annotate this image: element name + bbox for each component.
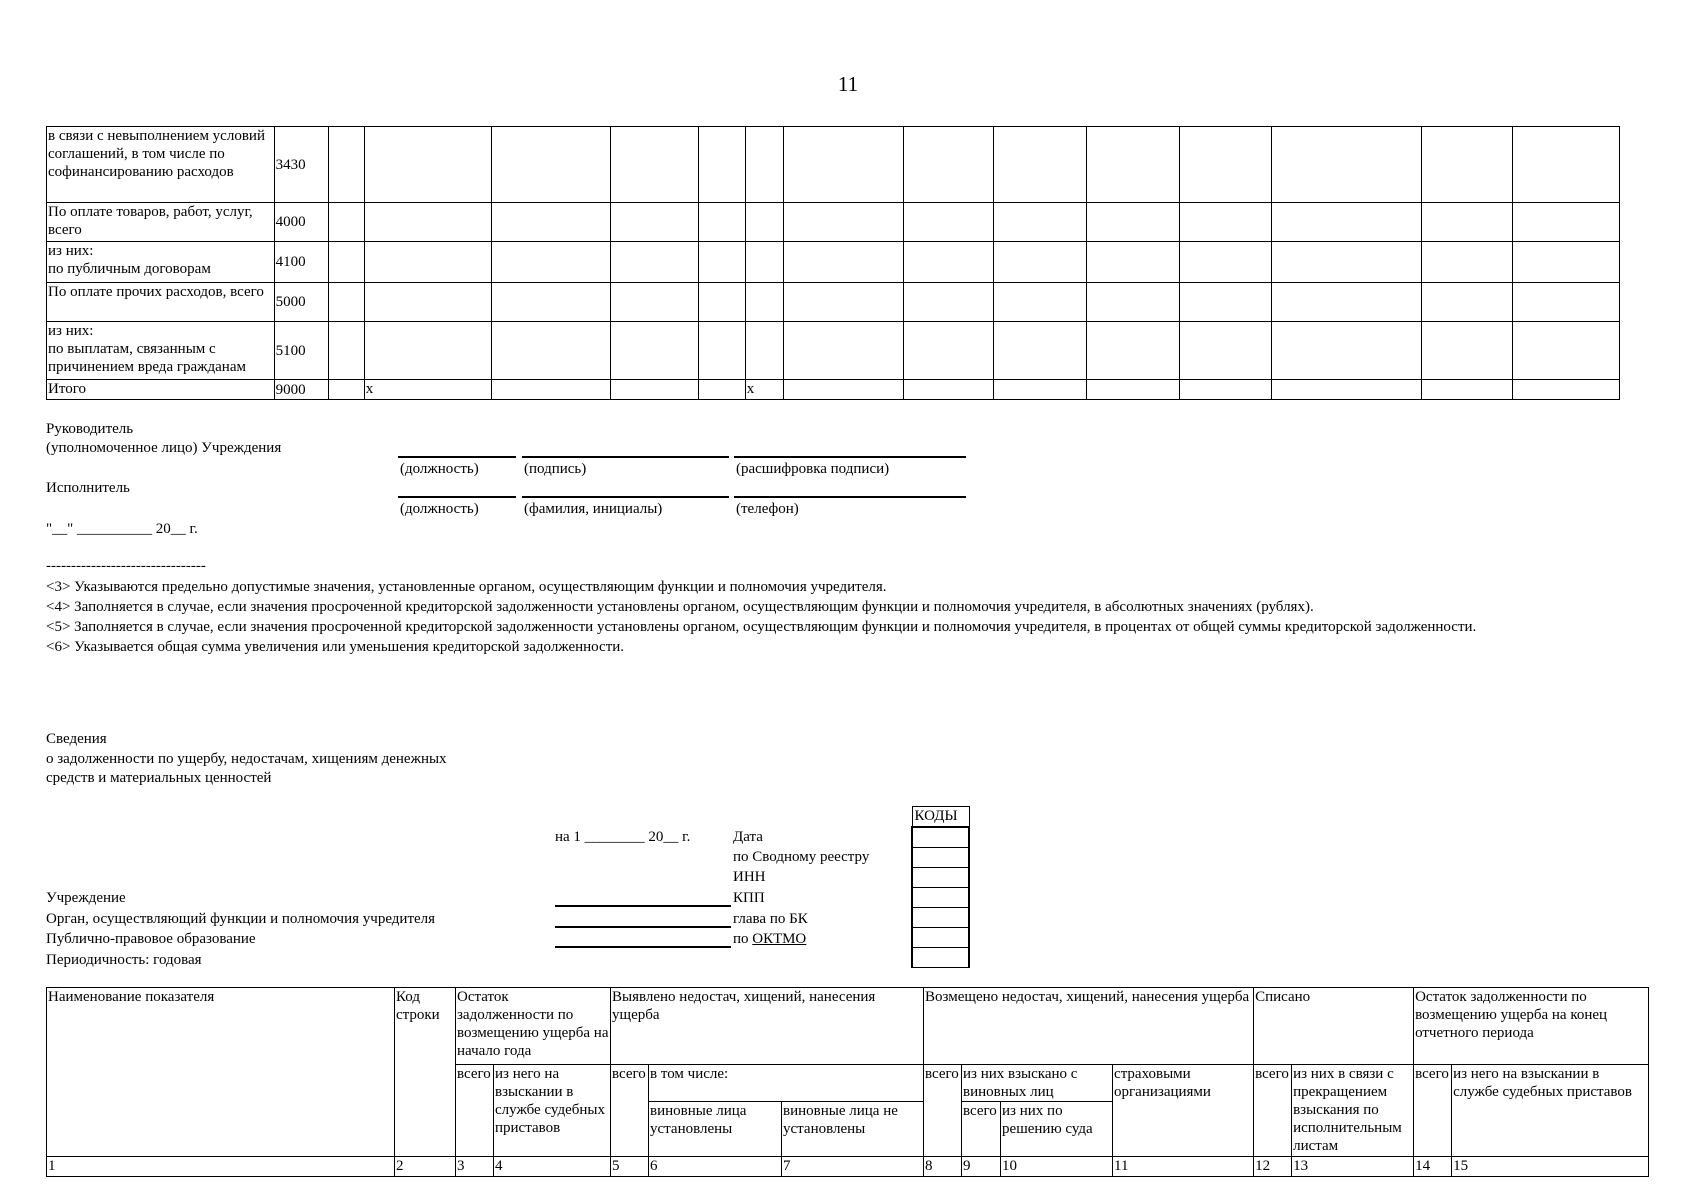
table-cell[interactable] [328,380,364,400]
table-cell[interactable] [1272,322,1422,380]
table-cell[interactable] [492,127,611,203]
column-number: 14 [1414,1157,1452,1177]
periodicity-label: Периодичность: годовая [46,952,202,968]
row-name: По оплате товаров, работ, услуг, всего [47,203,275,242]
table-cell[interactable] [783,203,903,242]
column-number: 15 [1452,1157,1649,1177]
hdr-name: Наименование показателя [47,988,395,1157]
signature-caption: (подпись) [524,461,587,477]
name-caption: (фамилия, инициалы) [524,501,663,517]
table-cell[interactable] [492,283,611,322]
cell-c3[interactable]: x [364,380,491,400]
code-registry-cell[interactable] [912,848,969,868]
column-number: 5 [611,1157,649,1177]
hdr-det-total: всего [611,1065,649,1157]
cell-c7[interactable] [745,127,783,203]
table-cell[interactable] [1512,242,1619,283]
cell-c3[interactable] [364,283,491,322]
code-inn-cell[interactable] [912,868,969,888]
table-cell[interactable] [904,380,994,400]
code-budget-cell[interactable] [912,908,969,928]
table-cell[interactable] [1422,380,1512,400]
table-cell[interactable] [994,283,1086,322]
table-cell[interactable] [904,127,994,203]
cell-c3[interactable] [364,322,491,380]
hdr-bal-bailiffs: из него на взыскании в службе судебных приставов [494,1065,611,1157]
code-extra-cell[interactable] [912,948,969,968]
table-cell[interactable] [1272,283,1422,322]
table-cell[interactable] [904,322,994,380]
cell-c3[interactable] [364,127,491,203]
table-cell[interactable] [1422,203,1512,242]
table-cell[interactable] [1086,380,1179,400]
table-cell[interactable] [698,203,745,242]
code-kpp-cell[interactable] [912,888,969,908]
oktmo-link[interactable]: ОКТМО [752,931,807,947]
table-cell[interactable] [698,380,745,400]
position-caption: (должность) [400,461,479,477]
institution-line [555,905,731,907]
table-cell[interactable] [904,283,994,322]
table-cell[interactable] [904,203,994,242]
code-date-cell[interactable] [912,827,969,848]
table-row [47,283,1620,322]
table-cell[interactable] [783,127,903,203]
table-cell[interactable] [492,380,611,400]
table-row [47,242,1620,283]
phone-caption: (телефон) [736,501,799,517]
footnote-3: <3> Указываются предельно допустимые значения, установленные органом, осуществляющим функции и полномочия учредителя. [46,579,887,595]
table-cell[interactable] [1086,242,1179,283]
table-cell[interactable] [1512,203,1619,242]
row-name: из них: по публичным договорам [47,242,275,283]
executor-label: Исполнитель [46,480,130,496]
column-number: 12 [1254,1157,1292,1177]
hdr-balance-end: Остаток задолженности по возмещению ущерба на конец отчетного периода [1414,988,1649,1065]
position-line-2 [398,496,516,498]
table-cell[interactable] [611,242,698,283]
column-number: 6 [649,1157,782,1177]
table-cell[interactable] [611,283,698,322]
column-numbers-row [47,1157,1649,1177]
table-cell[interactable] [328,242,364,283]
table-cell[interactable] [994,127,1086,203]
column-number: 3 [456,1157,494,1177]
table-cell[interactable] [994,242,1086,283]
kpp-label: КПП [733,890,765,906]
registry-label: по Сводному реестру [733,849,870,865]
table-cell[interactable] [328,203,364,242]
table-cell[interactable] [1422,283,1512,322]
oktmo-prefix: по [733,931,753,947]
cell-c7[interactable] [745,203,783,242]
table-cell[interactable] [783,380,903,400]
public-entity-line [555,946,731,948]
cell-c7[interactable] [745,283,783,322]
table-cell[interactable] [904,242,994,283]
hdr-det-incl: в том числе: [649,1065,924,1102]
hdr-reim-insurance: страховыми организациями [1113,1065,1254,1157]
table-row [47,322,1620,380]
founder-line [555,926,731,928]
footnote-4: <4> Заполняется в случае, если значения просроченной кредиторской задолженности установлены органом, осуществляющим функции и полномочия учредителя, в абсолютных значениях (рублях). [46,599,1314,615]
footnote-separator: -------------------------------- [46,558,206,574]
table-cell[interactable] [698,127,745,203]
column-number: 7 [782,1157,924,1177]
cell-c3[interactable] [364,242,491,283]
table-cell[interactable] [783,322,903,380]
hdr-wo-termination: из них в связи с прекращением взыскания по исполнительным листам [1292,1065,1414,1157]
hdr-culprits-known: виновные лица установлены [649,1102,782,1157]
founder-label: Орган, осуществляющий функции и полномочия учредителя [46,911,436,927]
column-number: 8 [924,1157,962,1177]
row-name: в связи с невыполнением условий соглашений, в том числе по софинансированию расходов [47,127,275,203]
footnote-6: <6> Указывается общая сумма увеличения или уменьшения кредиторской задолженности. [46,639,625,655]
table-cell[interactable] [1512,283,1619,322]
column-number: 13 [1292,1157,1414,1177]
table-cell[interactable] [994,380,1086,400]
page-number: 11 [837,72,859,96]
table-cell[interactable] [1422,242,1512,283]
table-cell[interactable] [1272,127,1422,203]
table-cell[interactable] [1179,283,1271,322]
cell-c7[interactable] [745,242,783,283]
column-number: 4 [494,1157,611,1177]
code-oktmo-cell[interactable] [912,928,969,948]
table-cell[interactable] [1272,242,1422,283]
section-title: Сведения [46,731,107,747]
table-cell[interactable] [783,242,903,283]
table-cell[interactable] [1179,242,1271,283]
codes-table [911,806,970,968]
table-cell[interactable] [1086,283,1179,322]
codes-header: КОДЫ [912,807,969,828]
date-label: Дата [733,829,763,845]
position-line [398,456,516,458]
table-row [47,127,1620,203]
table-cell[interactable] [698,283,745,322]
hdr-culprits-unknown: виновные лица не установлены [782,1102,924,1157]
date-line: "__" __________ 20__ г. [46,521,198,537]
row-code: 3430 [274,127,328,203]
table-cell[interactable] [1086,322,1179,380]
table-cell[interactable] [1086,203,1179,242]
inn-label: ИНН [733,869,766,885]
cell-c7[interactable]: x [745,380,783,400]
table-cell[interactable] [492,322,611,380]
cell-c3[interactable] [364,203,491,242]
column-number: 2 [395,1157,456,1177]
hdr-code: Код строки [395,988,456,1157]
table-row [47,203,1620,242]
hdr-end-bailiffs: из него на взыскании в службе судебных приставов [1452,1065,1649,1157]
row-code: 4000 [274,203,328,242]
oktmo-label [733,930,806,948]
table-cell[interactable] [1179,322,1271,380]
hdr-end-total: всего [1414,1065,1452,1157]
column-number: 10 [1001,1157,1113,1177]
hdr-reimbursed: Возмещено недостач, хищений, нанесения ущерба [924,988,1254,1065]
footnote-5: <5> Заполняется в случае, если значения просроченной кредиторской задолженности установлены органом, осуществляющим функции и полномочия учредителя, в процентах от общей суммы кредиторской задолженности. [46,619,1477,635]
hdr-detected: Выявлено недостач, хищений, нанесения ущерба [611,988,924,1065]
table-cell[interactable] [1512,127,1619,203]
table-cell[interactable] [492,203,611,242]
table-cell[interactable] [994,322,1086,380]
phone-line [734,496,966,498]
hdr-bal-total: всего [456,1065,494,1157]
name-line [522,496,729,498]
section-subtitle-2: средств и материальных ценностей [46,770,272,786]
row-code: 4100 [274,242,328,283]
hdr-written-off: Списано [1254,988,1414,1065]
cell-c7[interactable] [745,322,783,380]
table-cell[interactable] [994,203,1086,242]
row-code: 5100 [274,322,328,380]
decoding-caption: (расшифровка подписи) [736,461,890,477]
hdr-court: из них по решению суда [1001,1102,1113,1157]
position-caption-2: (должность) [400,501,479,517]
public-entity-label: Публично-правовое образование [46,931,256,947]
column-number: 9 [962,1157,1001,1177]
decoding-line [734,456,966,458]
table-cell[interactable] [1179,127,1271,203]
row-name: из них: по выплатам, связанным с причинением вреда гражданам [47,322,275,380]
table-cell[interactable] [328,283,364,322]
hdr-reim-culprits: из них взыскано с виновных лиц [962,1065,1113,1102]
damage-debt-table [46,987,1649,1177]
table-row [47,380,1620,400]
hdr-balance-start: Остаток задолженности по возмещению ущерба на начало года [456,988,611,1065]
table-cell[interactable] [611,322,698,380]
column-number: 11 [1113,1157,1254,1177]
table-cell[interactable] [328,322,364,380]
hdr-culprits-total: всего [962,1102,1001,1157]
table-cell[interactable] [698,242,745,283]
row-name: По оплате прочих расходов, всего [47,283,275,322]
hdr-reim-total: всего [924,1065,962,1157]
table-cell[interactable] [611,203,698,242]
row-code: 9000 [274,380,328,400]
table-cell[interactable] [698,322,745,380]
creditor-debt-table [46,126,1620,400]
row-code: 5000 [274,283,328,322]
budget-chapter-label: глава по БК [733,911,808,927]
table-cell[interactable] [1422,322,1512,380]
column-number: 1 [47,1157,395,1177]
report-date: на 1 ________ 20__ г. [555,829,691,845]
table-cell[interactable] [1422,127,1512,203]
table-cell[interactable] [1179,203,1271,242]
table-cell[interactable] [611,127,698,203]
table-cell[interactable] [328,127,364,203]
section-subtitle-1: о задолженности по ущербу, недостачам, хищениям денежных [46,751,447,767]
row-name: Итого [47,380,275,400]
head-label: Руководитель [46,421,134,437]
signature-line [522,456,729,458]
head-label-2: (уполномоченное лицо) Учреждения [46,440,282,456]
table-cell[interactable] [1512,380,1619,400]
table-cell[interactable] [783,283,903,322]
institution-label: Учреждение [46,890,126,906]
hdr-wo-total: всего [1254,1065,1292,1157]
table-cell[interactable] [1179,380,1271,400]
table-cell[interactable] [1512,322,1619,380]
table-cell[interactable] [1272,203,1422,242]
table-cell[interactable] [1086,127,1179,203]
table-cell[interactable] [1272,380,1422,400]
table-cell[interactable] [492,242,611,283]
table-cell[interactable] [611,380,698,400]
